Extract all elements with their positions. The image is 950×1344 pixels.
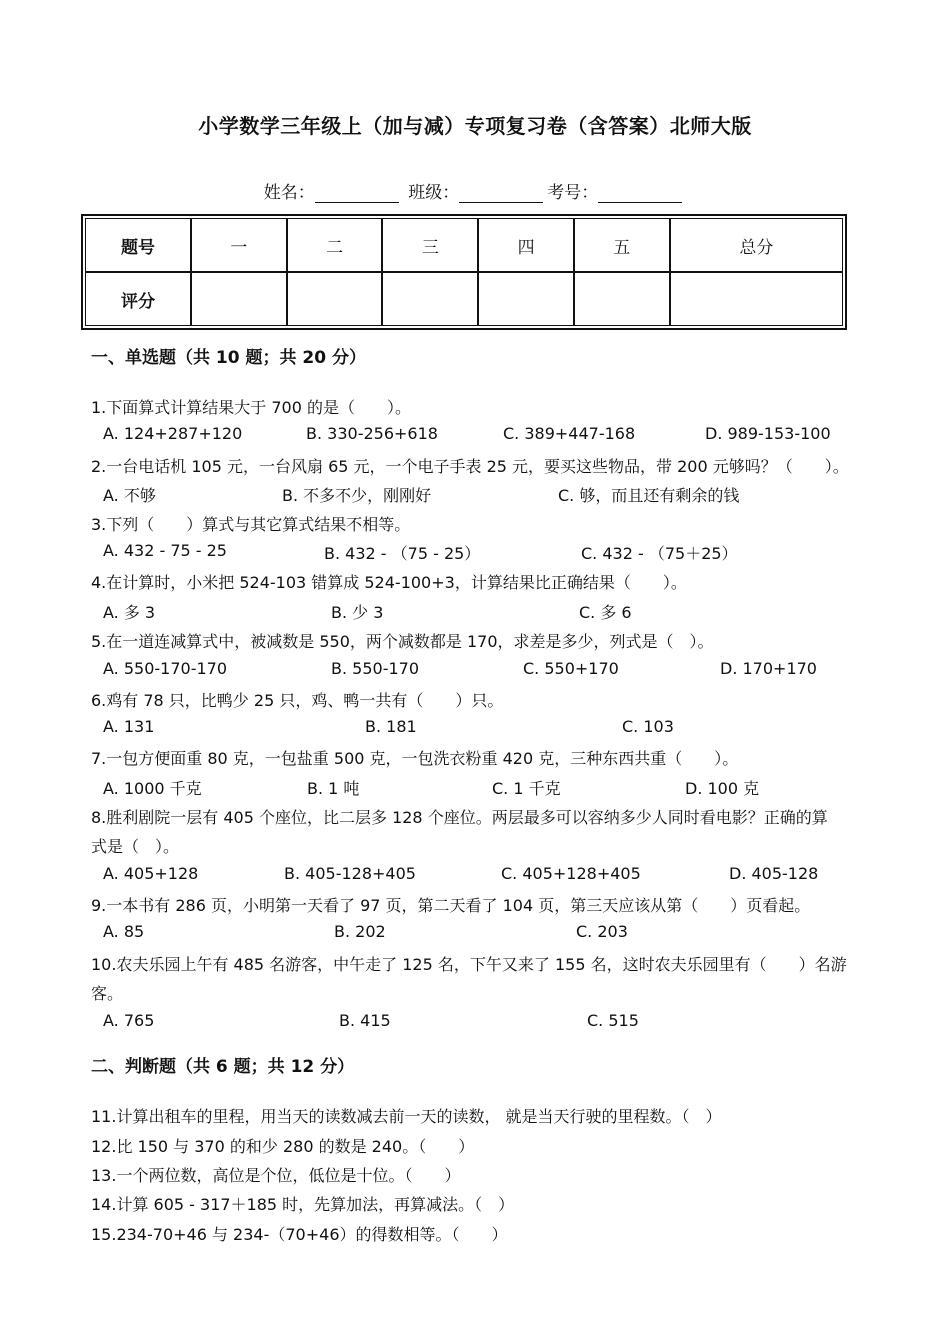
score-cell-2	[287, 272, 383, 326]
question-9: 9.一本书有 286 页，小明第一天看了 97 页，第二天看了 104 页，第三天应该从第（ ）页看起。	[91, 896, 811, 915]
q9-option-b: B. 202	[334, 922, 386, 941]
q7-option-d: D. 100 克	[685, 779, 760, 798]
score-row-label: 评分	[85, 272, 191, 326]
header-cell-question-no: 题号	[85, 218, 191, 272]
q7-option-a: A. 1000 千克	[103, 779, 202, 798]
question-7: 7.一包方便面重 80 克，一包盐重 500 克，一包洗衣粉重 420 克，三种东西共重（ ）。	[91, 749, 739, 768]
header-cell-3: 三	[382, 218, 478, 272]
score-cell-5	[574, 272, 670, 326]
name-blank	[315, 184, 399, 203]
exam-number-blank	[598, 184, 682, 203]
header-cell-4: 四	[478, 218, 574, 272]
question-8-continued: 式是（ ）。	[91, 837, 180, 856]
q4-option-a: A. 多 3	[103, 603, 156, 622]
q2-option-a: A. 不够	[103, 486, 156, 505]
question-3: 3.下列（ ）算式与其它算式结果不相等。	[91, 515, 411, 534]
header-cell-1: 一	[191, 218, 287, 272]
section-1-heading: 一、单选题（共 10 题；共 20 分）	[91, 348, 366, 368]
q5-option-d: D. 170+170	[720, 659, 817, 678]
q5-option-b: B. 550-170	[331, 659, 419, 678]
q8-option-d: D. 405-128	[729, 864, 819, 883]
q9-option-a: A. 85	[103, 922, 145, 941]
class-label: 班级：	[408, 183, 460, 203]
student-info-line	[0, 178, 950, 203]
q1-option-d: D. 989-153-100	[705, 424, 831, 443]
q2-option-b: B. 不多不少，刚刚好	[282, 486, 432, 505]
q3-option-a: A. 432 - 75 - 25	[103, 541, 227, 560]
q9-option-c: C. 203	[576, 922, 628, 941]
q7-option-c: C. 1 千克	[492, 779, 561, 798]
q3-option-c: C. 432 - （75＋25）	[581, 544, 738, 563]
question-5: 5.在一道连减算式中，被减数是 550，两个减数都是 170，求差是多少，列式是（ ）。	[91, 632, 714, 651]
q7-option-b: B. 1 吨	[307, 779, 360, 798]
q3-option-b: B. 432 - （75 - 25）	[324, 544, 481, 563]
header-cell-5: 五	[574, 218, 670, 272]
q5-option-a: A. 550-170-170	[103, 659, 227, 678]
q6-option-a: A. 131	[103, 717, 155, 736]
q10-option-c: C. 515	[587, 1011, 639, 1030]
header-cell-2: 二	[287, 218, 383, 272]
score-cell-total	[670, 272, 843, 326]
q1-option-a: A. 124+287+120	[103, 424, 243, 443]
q10-option-b: B. 415	[339, 1011, 391, 1030]
q4-option-c: C. 多 6	[579, 603, 632, 622]
score-cell-4	[478, 272, 574, 326]
score-table-header-row	[85, 218, 843, 272]
score-table-score-row	[85, 272, 843, 326]
q8-option-c: C. 405+128+405	[501, 864, 641, 883]
question-6: 6.鸡有 78 只，比鸭少 25 只，鸡、鸭一共有（ ）只。	[91, 691, 504, 710]
question-2: 2.一台电话机 105 元，一台风扇 65 元，一个电子手表 25 元，要买这些物品，带 200 元够吗？（ ）。	[91, 457, 849, 476]
question-12: 12.比 150 与 370 的和少 280 的数是 240。（ ）	[91, 1137, 475, 1156]
q6-option-b: B. 181	[365, 717, 417, 736]
score-cell-3	[382, 272, 478, 326]
q4-option-b: B. 少 3	[331, 603, 384, 622]
question-10-continued: 客。	[91, 984, 124, 1003]
question-10: 10.农夫乐园上午有 485 名游客，中午走了 125 名，下午又来了 155 名，这时农夫乐园里有（ ）名游	[91, 955, 847, 974]
q8-option-a: A. 405+128	[103, 864, 199, 883]
score-cell-1	[191, 272, 287, 326]
page-title: 小学数学三年级上（加与减）专项复习卷（含答案）北师大版	[198, 114, 752, 138]
score-table	[81, 214, 847, 330]
question-8: 8.胜利剧院一层有 405 个座位，比二层多 128 个座位。两层最多可以容纳多少人同时看电影？正确的算	[91, 808, 828, 827]
question-1: 1.下面算式计算结果大于 700 的是（ ）。	[91, 398, 411, 417]
exam-number-label: 考号：	[547, 183, 599, 203]
q10-option-a: A. 765	[103, 1011, 155, 1030]
q6-option-c: C. 103	[622, 717, 674, 736]
q8-option-b: B. 405-128+405	[284, 864, 416, 883]
q2-option-c: C. 够，而且还有剩余的钱	[558, 486, 740, 505]
question-13: 13.一个两位数，高位是个位，低位是十位。（ ）	[91, 1166, 461, 1185]
q1-option-b: B. 330-256+618	[306, 424, 438, 443]
q1-option-c: C. 389+447-168	[503, 424, 636, 443]
question-14: 14.计算 605 - 317＋185 时，先算加法，再算减法。（ ）	[91, 1195, 515, 1214]
header-cell-total: 总分	[670, 218, 843, 272]
question-4: 4.在计算时，小米把 524-103 错算成 524-100+3，计算结果比正确结果（ ）。	[91, 573, 687, 592]
q5-option-c: C. 550+170	[523, 659, 619, 678]
question-15: 15.234-70+46 与 234-（70+46）的得数相等。（ ）	[91, 1225, 508, 1244]
question-11: 11.计算出租车的里程，用当天的读数减去前一天的读数， 就是当天行驶的里程数。（ ）	[91, 1107, 722, 1126]
class-blank	[459, 184, 543, 203]
section-2-heading: 二、判断题（共 6 题；共 12 分）	[91, 1057, 355, 1077]
name-label: 姓名：	[263, 183, 315, 203]
